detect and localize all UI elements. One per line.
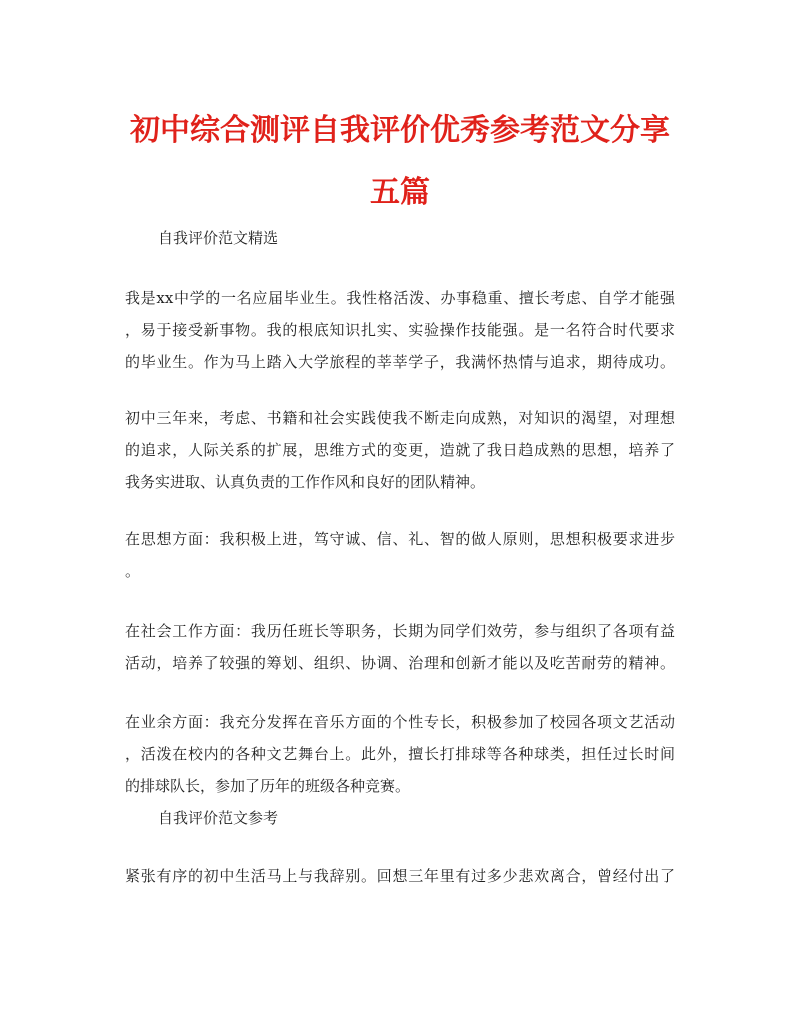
paragraph-2-line-1: 初中三年来，考虑、书籍和社会实践使我不断走向成熟，对知识的渴望，对理想: [125, 409, 675, 427]
paragraph-4-line-2: 活动，培养了较强的筹划、组织、协调、治理和创新才能以及吃苦耐劳的精神。: [125, 654, 675, 672]
document-title-line-1: 初中综合测评自我评价优秀参考范文分享: [130, 113, 670, 148]
paragraph-6-line-1: 紧张有序的初中生活马上与我辞别。回想三年里有过多少悲欢离合，曾经付出了: [125, 867, 675, 885]
paragraph-1-line-1: 我是xx中学的一名应届毕业生。我性格活泼、办事稳重、擅长考虑、自学才能强: [125, 289, 675, 307]
section-heading-2: 自我评价范文参考: [158, 809, 279, 827]
paragraph-5-line-3: 的排球队长，参加了历年的班级各种竞赛。: [125, 777, 411, 795]
document-title-line-2: 五篇: [370, 175, 430, 210]
paragraph-2-line-2: 的追求，人际关系的扩展，思维方式的变更，造就了我日趋成熟的思想，培养了: [125, 441, 675, 459]
paragraph-5-line-1: 在业余方面：我充分发挥在音乐方面的个性专长，积极参加了校园各项文艺活动: [125, 713, 675, 731]
section-heading-1: 自我评价范文精选: [158, 229, 279, 247]
paragraph-2-line-3: 我务实进取、认真负责的工作作风和良好的团队精神。: [125, 473, 486, 491]
paragraph-4-line-1: 在社会工作方面：我历任班长等职务，长期为同学们效劳，参与组织了各项有益: [125, 622, 675, 640]
paragraph-1-line-2: ，易于接受新事物。我的根底知识扎实、实验操作技能强。是一名符合时代要求: [125, 321, 675, 339]
paragraph-1-line-3: 的毕业生。作为马上踏入大学旅程的莘莘学子，我满怀热情与追求，期待成功。: [125, 353, 675, 371]
paragraph-3-line-1: 在思想方面：我积极上进，笃守诚、信、礼、智的做人原则，思想积极要求进步: [125, 530, 675, 548]
paragraph-3-line-2: 。: [125, 562, 141, 580]
paragraph-5-line-2: ，活泼在校内的各种文艺舞台上。此外，擅长打排球等各种球类，担任过长时间: [125, 745, 675, 763]
